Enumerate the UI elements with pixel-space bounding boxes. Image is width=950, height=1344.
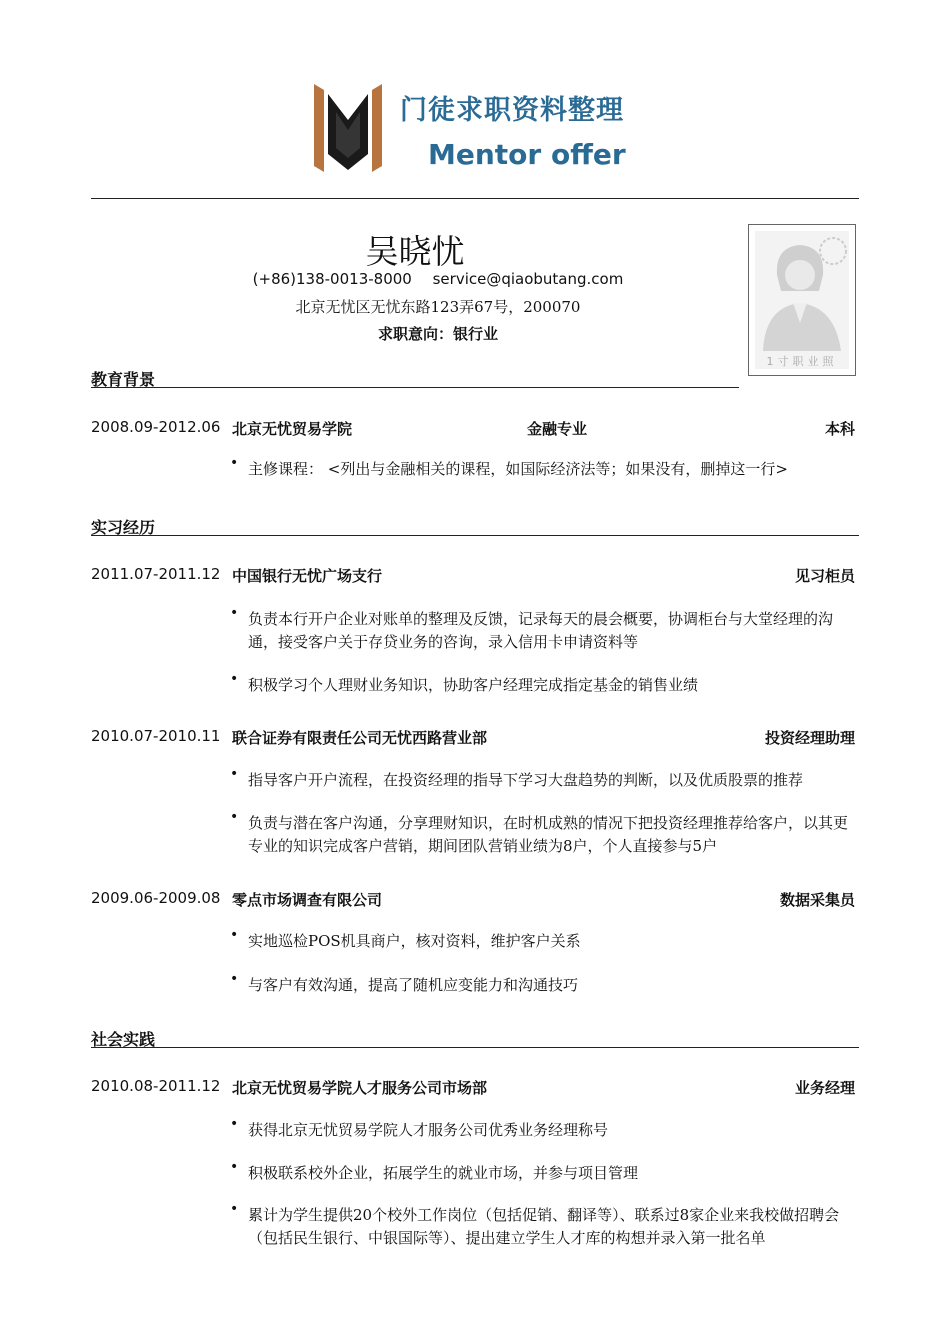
entry-role: 投资经理助理 [764, 729, 855, 747]
section-title-practice: 社会实践 [91, 1030, 156, 1049]
profile-photo [748, 224, 856, 376]
logo-title-cn: 门徒求职资料整理 [400, 95, 624, 126]
bullet-icon: • [230, 927, 239, 943]
header-divider [91, 198, 859, 199]
list-item: • 积极学习个人理财业务知识，协助客户经理完成指定基金的销售业绩 [232, 674, 858, 697]
bullet-icon: • [230, 605, 239, 621]
bullet-icon: • [230, 766, 239, 782]
entry-role: 数据采集员 [779, 891, 855, 909]
entry-org: 中国银行无忧广场支行 [232, 567, 383, 585]
email-address: service@qiaobutang.com [432, 270, 624, 288]
list-item: • 与客户有效沟通，提高了随机应变能力和沟通技巧 [232, 974, 858, 997]
bullet-icon: • [230, 971, 239, 987]
bullet-icon: • [230, 671, 239, 687]
candidate-name: 吴晓忧 [365, 232, 465, 271]
address: 北京无忧区无忧东路123弄67号，200070 [295, 298, 581, 316]
list-item: • 负责本行开户企业对账单的整理及反馈，记录每天的晨会概要，协调柜台与大堂经理的沟通，接受客户关于存贷业务的咨询，录入信用卡申请资料等 [232, 608, 858, 654]
entry-date: 2009.06-2009.08 [91, 889, 221, 907]
bullet-icon: • [230, 1116, 239, 1132]
job-objective: 求职意向：银行业 [377, 325, 498, 343]
section-title-internship: 实习经历 [91, 518, 156, 537]
list-item: • 指导客户开户流程，在投资经理的指导下学习大盘趋势的判断，以及优质股票的推荐 [232, 769, 858, 792]
section-rule-education [91, 387, 739, 388]
bullet-icon: • [230, 1201, 239, 1217]
entry-date: 2010.07-2010.11 [91, 727, 221, 745]
photo-label: 1寸职业照 [766, 355, 838, 368]
logo-title-en: Mentor offer [428, 138, 626, 171]
entry-role: 见习柜员 [794, 567, 855, 585]
list-item: • 负责与潜在客户沟通，分享理财知识，在时机成熟的情况下把投资经理推荐给客户，以其更专业的知识完成客户营销，期间团队营销业绩为8户，个人直接参与5户 [232, 812, 858, 858]
entry-school: 北京无忧贸易学院 [232, 420, 353, 438]
logo-mark-icon [314, 82, 382, 174]
logo-right-bar [372, 84, 382, 172]
list-item: • 累计为学生提供20个校外工作岗位（包括促销、翻译等）、联系过8家企业来我校做招聘会（包括民生银行、中银国际等）、提出建立学生人才库的构想并录入第一批名单 [232, 1204, 858, 1250]
list-item: • 获得北京无忧贸易学院人才服务公司优秀业务经理称号 [232, 1119, 858, 1142]
entry-date: 2011.07-2011.12 [91, 565, 221, 583]
bullet-icon: • [230, 455, 239, 471]
list-item: • 主修课程： <列出与金融相关的课程，如国际经济法等；如果没有，删掉这一行> [232, 458, 858, 481]
logo-left-bar [314, 84, 324, 172]
list-item: • 积极联系校外企业，拓展学生的就业市场，并参与项目管理 [232, 1162, 858, 1185]
entry-date: 2010.08-2011.12 [91, 1077, 221, 1095]
bullet-icon: • [230, 809, 239, 825]
entry-date: 2008.09-2012.06 [91, 418, 221, 436]
bullet-icon: • [230, 1159, 239, 1175]
entry-org: 零点市场调查有限公司 [232, 891, 383, 909]
section-rule-internship [91, 535, 859, 536]
list-item: • 实地巡检POS机具商户，核对资料，维护客户关系 [232, 930, 858, 953]
entry-org: 联合证券有限责任公司无忧西路营业部 [232, 729, 488, 747]
phone-number: (+86)138-0013-8000 [252, 270, 412, 288]
entry-major: 金融专业 [527, 420, 588, 438]
entry-role: 业务经理 [794, 1079, 855, 1097]
entry-org: 北京无忧贸易学院人才服务公司市场部 [232, 1079, 488, 1097]
avatar-placeholder-icon [755, 231, 849, 351]
section-rule-practice [91, 1047, 859, 1048]
contact-line [160, 270, 716, 288]
section-title-education: 教育背景 [91, 370, 156, 389]
entry-degree: 本科 [824, 420, 855, 438]
